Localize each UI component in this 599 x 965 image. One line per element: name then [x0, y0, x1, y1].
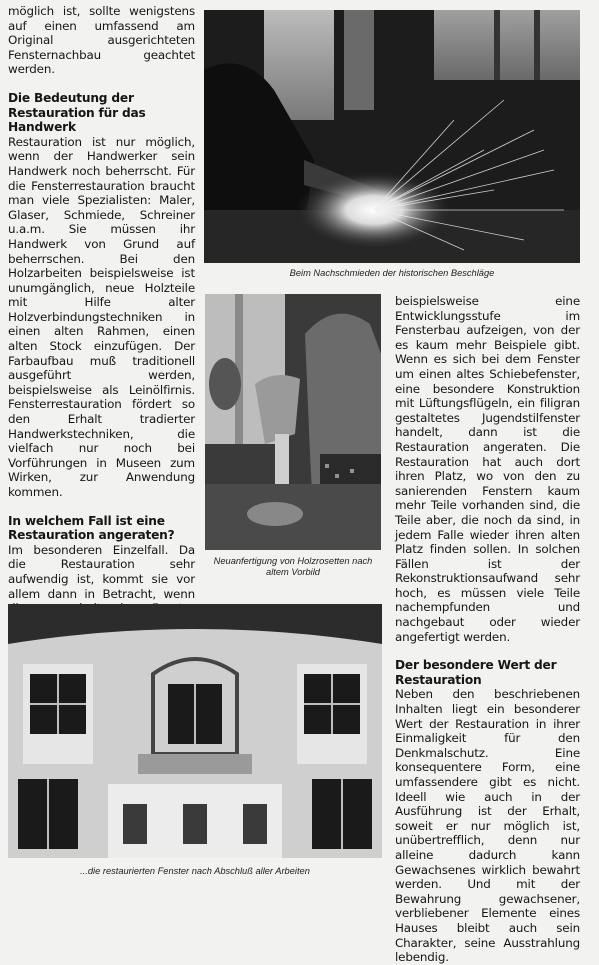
section-text-wert: Neben den beschriebenen Inhalten liegt ein besonderer Wert der Restauration in ihrer Einmaligkeit für den Denkmalschutz. Eine konsequentere Form, eine umfassendere gibt es nicht. Ideell wie auch in der Ausführung ist der Erhalt, soweit er nur möglich ist, unübertrefflich, denn nur alleine dadurch kann Gewachsenes wirklich bewahrt werden. Und mit der Bewahrung gewachsener, verbliebener Elemente eines Hauses bleibt auch sein Charakter, seine Ausstrahlung lebendig. — [395, 687, 580, 965]
section-text-handwerk: Restauration ist nur möglich, wenn der Handwerker sein Handwerk noch beherrscht. Für die Fensterrestauration braucht man viele Spezialisten: Maler, Glaser, Schmiede, Schreiner u.a.m. Sie müssen ihr Handwerk von Grund auf beherrschen. Bei den Holzarbeiten beispielsweise ist unumgänglich, neue Holzteile mit Hilfe alter Holzverbindungstechniken in einen alten Rahmen, einen alten Stock einzufügen. Der Farbaufbau muß traditionell ausgeführt werden, beispielsweise als Leinölfirnis. Fensterrestauration fördert so den Erhalt tradierter Handwerkstechniken, die vielfach nur noch bei Vorführungen in Museen zum Wirken, zur Anwendung kommen. — [8, 134, 195, 499]
left-column — [8, 4, 195, 660]
section-heading-handwerk: Die Bedeutung der Restauration für das Handwerk — [8, 90, 146, 135]
intro-paragraph: möglich ist, sollte wenigstens auf einen umfassend am Original ausgerichteten Fensternachbau geachtet werden. — [8, 4, 195, 77]
section-heading-angeraten: In welchem Fall ist eine Restauration angeraten? — [8, 513, 175, 543]
carving-photo — [205, 294, 381, 550]
hall-photo-graphic — [8, 604, 382, 858]
caption-forging: Beim Nachschmieden der historischen Beschläge — [289, 268, 495, 278]
caption-carving: Neuanfertigung von Holzrosetten nach altem Vorbild — [213, 556, 373, 577]
section-heading-wert: Der besondere Wert der Restauration — [395, 658, 557, 687]
caption-hall: ...die restaurierten Fenster nach Abschluß aller Arbeiten — [80, 866, 310, 876]
right-column — [395, 294, 580, 965]
forging-photo — [204, 10, 580, 263]
forging-photo-graphic — [204, 10, 580, 263]
section-text-angeraten: Im besonderen Einzelfall. Da die Restauration sehr aufwendig ist, kommt sie vor allem dann in Betracht, wenn — [8, 542, 195, 601]
hall-photo — [8, 604, 382, 858]
carving-photo-graphic — [205, 294, 381, 550]
right-column-paragraph: beispielsweise eine Entwicklungsstufe im Fensterbau aufzeigen, von der es kaum mehr Beispiele gibt. Wenn es sich bei dem Fenster um einen altes Schiebefenster, eine besondere Konstruktion mit Lüftungsflügeln, ein filigran gestaltetes Jugendstilfenster handelt, dann ist die Restauration angeraten. Die Restauration hat auch dort ihren Platz, wo von den zu sanierenden Fenstern kaum mehr Teile vorhanden sind, die Teile aber, die noch da sind, in jedem Falle wieder ihren alten Platz finden sollen. In solchen Fällen ist der Rekonstruktionsaufwand sehr hoch, es müssen viele Teile nachempfunden und nachgebaut oder wieder angefertigt werden. — [395, 294, 580, 644]
